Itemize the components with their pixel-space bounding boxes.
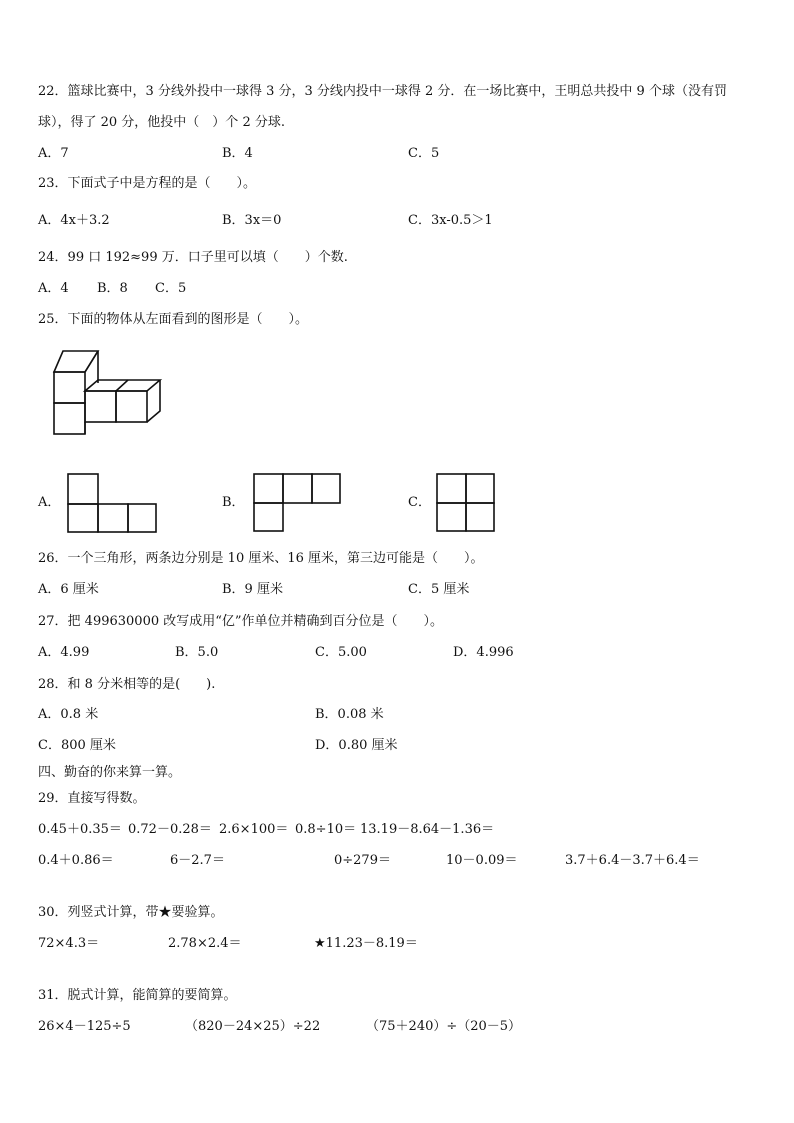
q22-option-b: B．4	[222, 146, 253, 161]
q29-expr: 0.8÷10＝	[295, 822, 357, 837]
q27-option-a: A．4.99	[38, 645, 90, 660]
q23-stem: 23．下面式子中是方程的是（ ）。	[38, 176, 257, 191]
q24-stem: 24．99 口 192≈99 万．口子里可以填（ ）个数.	[38, 250, 348, 265]
q29-expr: 0.45＋0.35＝	[38, 822, 122, 837]
q27-option-c: C．5.00	[315, 645, 367, 660]
q24-option-b: B．8	[97, 281, 128, 296]
q22-option-a: A．7	[38, 146, 69, 161]
q23-option-b: B．3x＝0	[222, 213, 282, 228]
q31-expr: （820－24×25）÷22	[185, 1019, 321, 1034]
q22-stem-line2: 球），得了 20 分，他投中（ ）个 2 分球.	[38, 115, 285, 130]
q27-stem: 27．把 499630000 改写成用“亿”作单位并精确到百分位是（ ）。	[38, 614, 444, 629]
q22-stem-line1: 22．篮球比赛中，3 分线外投中一球得 3 分，3 分线内投中一球得 2 分．在一场比赛中，王明总共投中 9 个球（没有罚	[38, 84, 727, 99]
q26-option-a: A．6 厘米	[38, 582, 99, 597]
q28-option-d: D．0.80 厘米	[315, 738, 398, 753]
q26-stem: 26．一个三角形，两条边分别是 10 厘米、16 厘米，第三边可能是（ ）。	[38, 551, 484, 566]
q25-stem: 25．下面的物体从左面看到的图形是（ ）。	[38, 312, 309, 327]
q29-expr: 3.7＋6.4－3.7＋6.4＝	[565, 853, 700, 868]
q29-stem: 29．直接写得数。	[38, 791, 146, 806]
q24-option-c: C．5	[155, 281, 187, 296]
q29-expr: 13.19－8.64－1.36＝	[360, 822, 495, 837]
q30-expr: ★11.23－8.19＝	[314, 936, 418, 951]
q31-expr: （75＋240）÷（20－5）	[366, 1019, 522, 1034]
q28-option-a: A．0.8 米	[38, 707, 99, 722]
q28-option-c: C．800 厘米	[38, 738, 116, 753]
option-b-shape-figure	[252, 472, 344, 534]
q27-option-b: B．5.0	[175, 645, 219, 660]
q23-option-c: C．3x-0.5＞1	[408, 213, 493, 228]
option-c-square-figure	[435, 472, 497, 534]
q25-option-b: B．	[222, 495, 245, 510]
option-a-l-shape-figure	[66, 472, 160, 534]
q29-expr: 6－2.7＝	[170, 853, 225, 868]
q31-stem: 31．脱式计算，能简算的要简算。	[38, 988, 237, 1003]
q30-stem: 30．列竖式计算，带★要验算。	[38, 905, 224, 920]
cube-object-figure	[50, 347, 165, 439]
q29-expr: 2.6×100＝	[219, 822, 289, 837]
q29-expr: 0÷279＝	[334, 853, 391, 868]
q26-option-b: B．9 厘米	[222, 582, 283, 597]
q24-option-a: A．4	[38, 281, 69, 296]
q27-option-d: D．4.996	[453, 645, 514, 660]
section-heading: 四、勤奋的你来算一算。	[38, 765, 182, 780]
q29-expr: 0.72－0.28＝	[128, 822, 212, 837]
q29-expr: 0.4＋0.86＝	[38, 853, 114, 868]
q25-option-a: A．	[38, 495, 61, 510]
q25-option-c: C．	[408, 495, 431, 510]
q28-stem: 28．和 8 分米相等的是( ).	[38, 677, 216, 692]
q30-expr: 72×4.3＝	[38, 936, 100, 951]
q23-option-a: A．4x＋3.2	[38, 213, 110, 228]
q30-expr: 2.78×2.4＝	[168, 936, 242, 951]
q31-expr: 26×4－125÷5	[38, 1019, 131, 1034]
q22-option-c: C．5	[408, 146, 440, 161]
q28-option-b: B．0.08 米	[315, 707, 384, 722]
q29-expr: 10－0.09＝	[446, 853, 518, 868]
q26-option-c: C．5 厘米	[408, 582, 470, 597]
